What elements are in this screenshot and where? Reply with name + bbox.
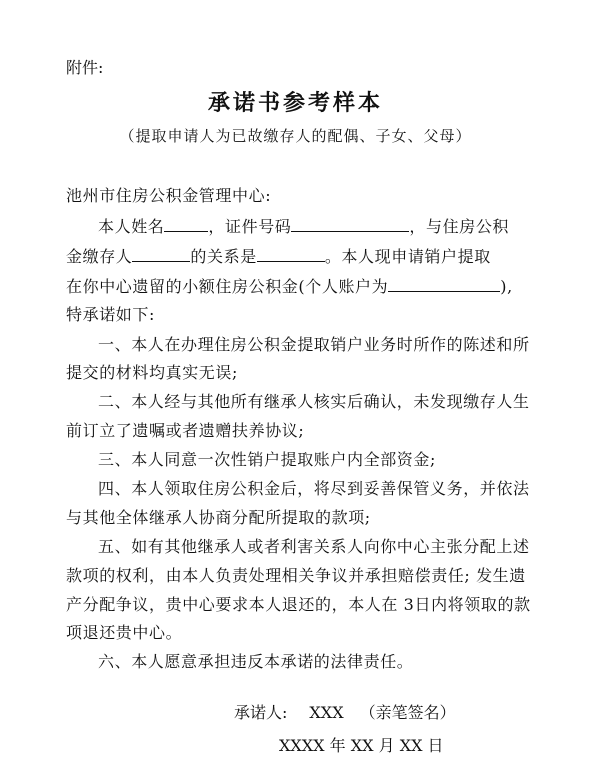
signature-name: XXX	[309, 703, 344, 722]
depositor-name-blank	[132, 246, 190, 262]
intro-line-1	[98, 214, 509, 237]
signature-block	[234, 700, 456, 723]
intro-line-4: 特承诺如下:	[66, 305, 155, 324]
signature-note: （亲笔签名）	[359, 703, 456, 722]
intro-text: 在你中心遗留的小额住房公积金(个人账户为	[66, 277, 389, 296]
item-5-line-1: 五、如有其他继承人或者利害关系人向你中心主张分配上述	[98, 537, 530, 556]
document-subtitle: （提取申请人为已故缴存人的配偶、子女、父母）	[119, 127, 472, 145]
intro-line-3	[66, 274, 513, 297]
addressee: 池州市住房公积金管理中心:	[66, 186, 272, 205]
item-5-line-3: 产分配争议，贵中心要求本人退还的，本人在 3日内将领取的款	[66, 595, 531, 614]
account-blank	[388, 276, 500, 292]
intro-text: 金缴存人	[66, 247, 133, 266]
item-6-line-1: 六、本人愿意承担违反本承诺的法律责任。	[98, 652, 414, 671]
item-4-line-1: 四、本人领取住房公积金后，将尽到妥善保管义务，并依法	[98, 479, 530, 498]
intro-text: 本人姓名	[98, 217, 165, 236]
item-1-line-2: 提交的材料均真实无误;	[66, 363, 238, 382]
attachment-label: 附件:	[66, 58, 104, 77]
relationship-blank	[257, 246, 325, 262]
item-5-line-2: 款项的权利，由本人负责处理相关争议并承担赔偿责任; 发生遗	[66, 566, 526, 585]
item-3-line-1: 三、本人同意一次性销户提取账户内全部资金;	[98, 450, 436, 469]
date-line: XXXX 年 XX 月 XX 日	[279, 736, 444, 755]
item-5-line-4: 项退还贵中心。	[66, 623, 183, 642]
name-blank	[164, 216, 208, 232]
intro-text: ，与住房公积	[409, 217, 510, 236]
intro-text: 的关系是	[190, 247, 257, 266]
intro-text: ),	[500, 277, 513, 296]
item-2-line-2: 前订立了遗嘱或者遗赠扶养协议;	[66, 421, 305, 440]
signature-label: 承诺人:	[234, 703, 288, 722]
document-title: 承诺书参考样本	[207, 90, 383, 116]
id-number-blank	[291, 216, 409, 232]
item-2-line-1: 二、本人经与其他所有继承人核实后确认，未发现缴存人生	[98, 392, 530, 411]
item-1-line-1: 一、本人在办理住房公积金提取销户业务时所作的陈述和所	[98, 335, 530, 354]
intro-text: 。本人现申请销户提取	[324, 247, 491, 266]
intro-line-2	[66, 244, 491, 267]
intro-text: ，证件号码	[208, 217, 292, 236]
item-4-line-2: 与其他全体继承人协商分配所提取的款项;	[66, 508, 371, 527]
